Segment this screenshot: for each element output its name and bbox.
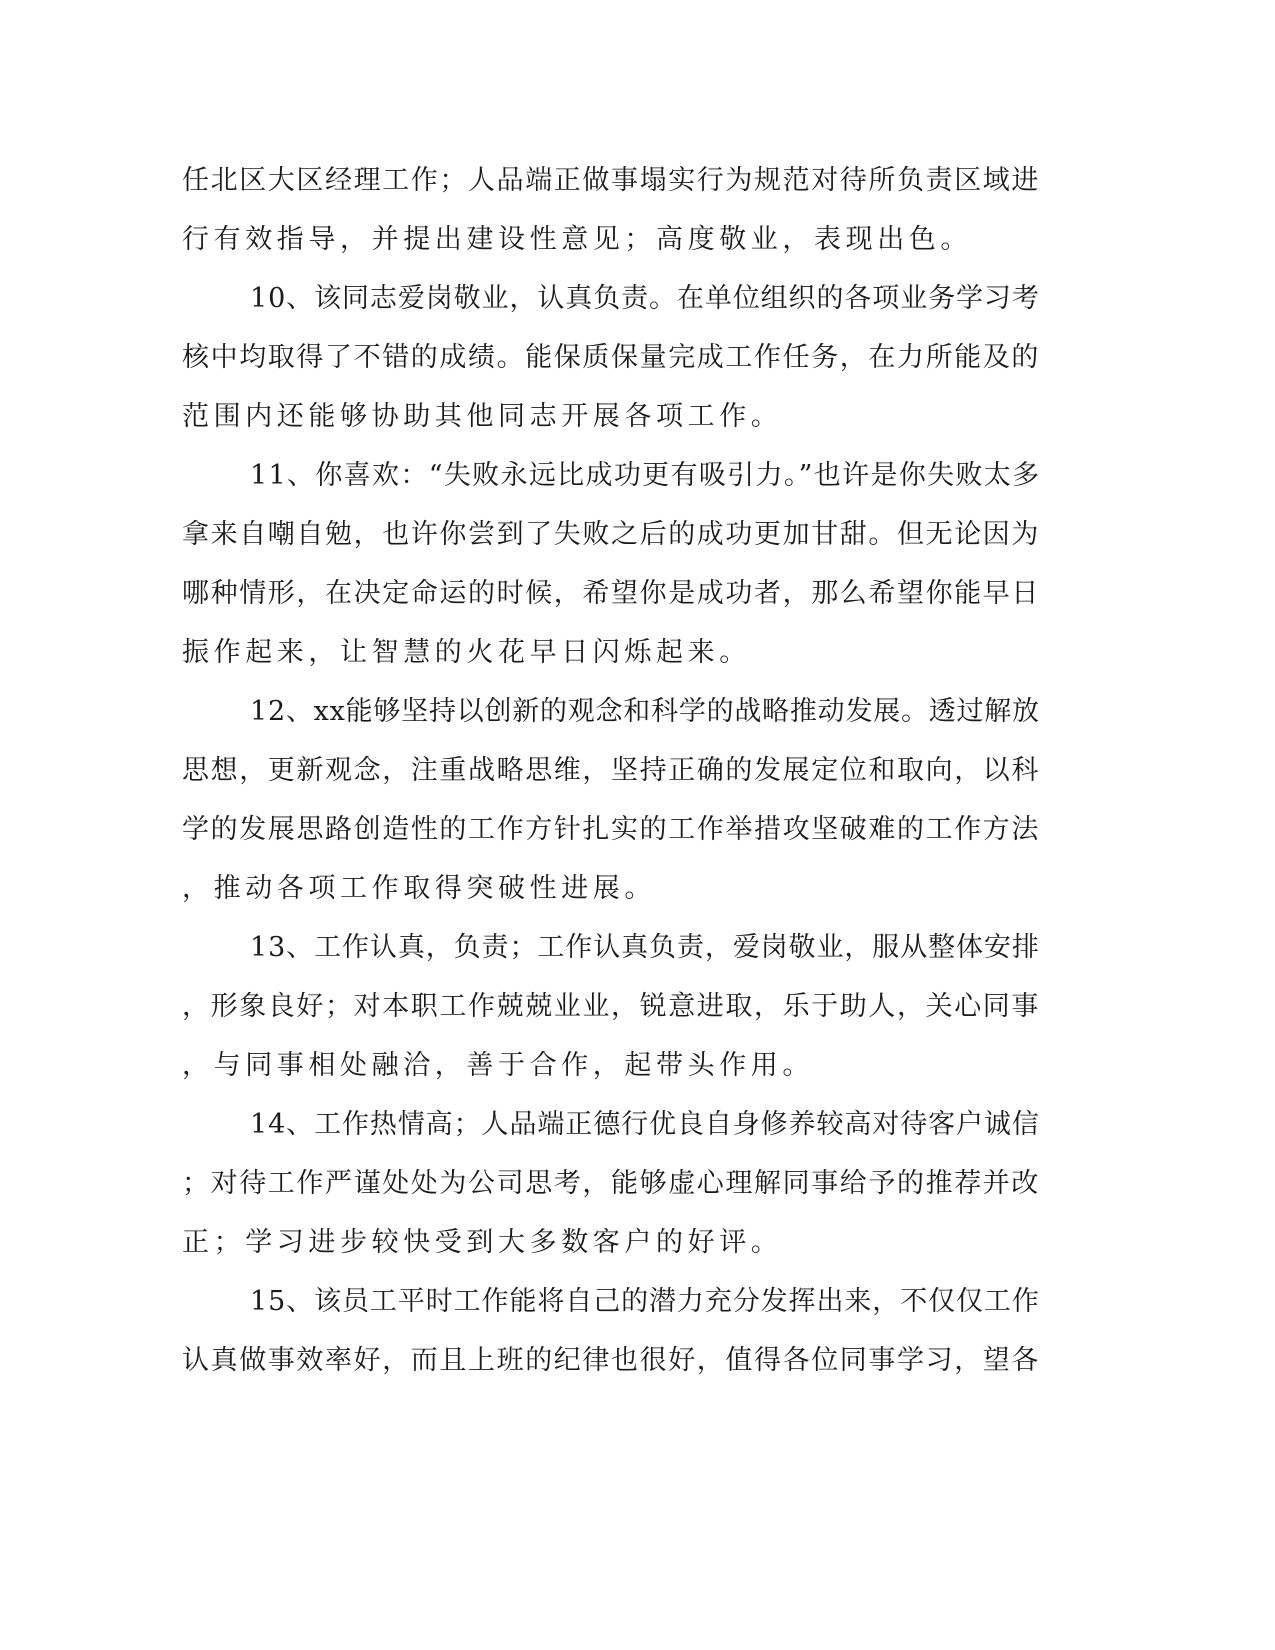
- text-line: 核中均取得了不错的成绩。能保质保量完成工作任务，在力所能及的: [182, 342, 1040, 373]
- text-line: ，推动各项工作取得突破性进展。: [182, 873, 656, 904]
- text-line: 思想，更新观念，注重战略思维，坚持正确的发展定位和取向，以科: [182, 755, 1040, 786]
- paragraph-start-15: 15、该员工平时工作能将自己的潜力充分发挥出来，不仅仅工作: [250, 1286, 1040, 1317]
- text-line: ，与同事相处融洽，善于合作，起带头作用。: [182, 1050, 814, 1081]
- paragraph-start-12: 12、xx能够坚持以创新的观念和科学的战略推动发展。透过解放: [250, 696, 1040, 727]
- text-line: 振作起来，让智慧的火花早日闪烁起来。: [182, 637, 751, 668]
- text-line: ；对待工作严谨处处为公司思考，能够虚心理解同事给予的推荐并改: [182, 1168, 1040, 1199]
- text-line: 范围内还能够协助其他同志开展各项工作。: [182, 401, 783, 432]
- paragraph-start-10: 10、该同志爱岗敬业，认真负责。在单位组织的各项业务学习考: [250, 283, 1040, 314]
- paragraph-start-13: 13、工作认真，负责；工作认真负责，爱岗敬业，服从整体安排: [250, 932, 1040, 963]
- text-line: 认真做事效率好，而且上班的纪律也很好，值得各位同事学习，望各: [182, 1345, 1040, 1376]
- text-line: 任北区大区经理工作；人品端正做事塌实行为规范对待所负责区域进: [182, 165, 1040, 196]
- text-line: 拿来自嘲自勉，也许你尝到了失败之后的成功更加甘甜。但无论因为: [182, 519, 1040, 550]
- paragraph-start-11: 11、你喜欢：“失败永远比成功更有吸引力。”也许是你失败太多: [250, 460, 1041, 491]
- text-line: 行有效指导，并提出建设性意见；高度敬业，表现出色。: [182, 224, 972, 255]
- text-line: 哪种情形，在决定命运的时候，希望你是成功者，那么希望你能早日: [182, 578, 1040, 609]
- text-line: 正；学习进步较快受到大多数客户的好评。: [182, 1227, 783, 1258]
- text-line: ，形象良好；对本职工作兢兢业业，锐意进取，乐于助人，关心同事: [182, 991, 1040, 1022]
- text-line: 学的发展思路创造性的工作方针扎实的工作举措攻坚破难的工作方法: [182, 814, 1040, 845]
- paragraph-start-14: 14、工作热情高；人品端正德行优良自身修养较高对待客户诚信: [250, 1109, 1040, 1140]
